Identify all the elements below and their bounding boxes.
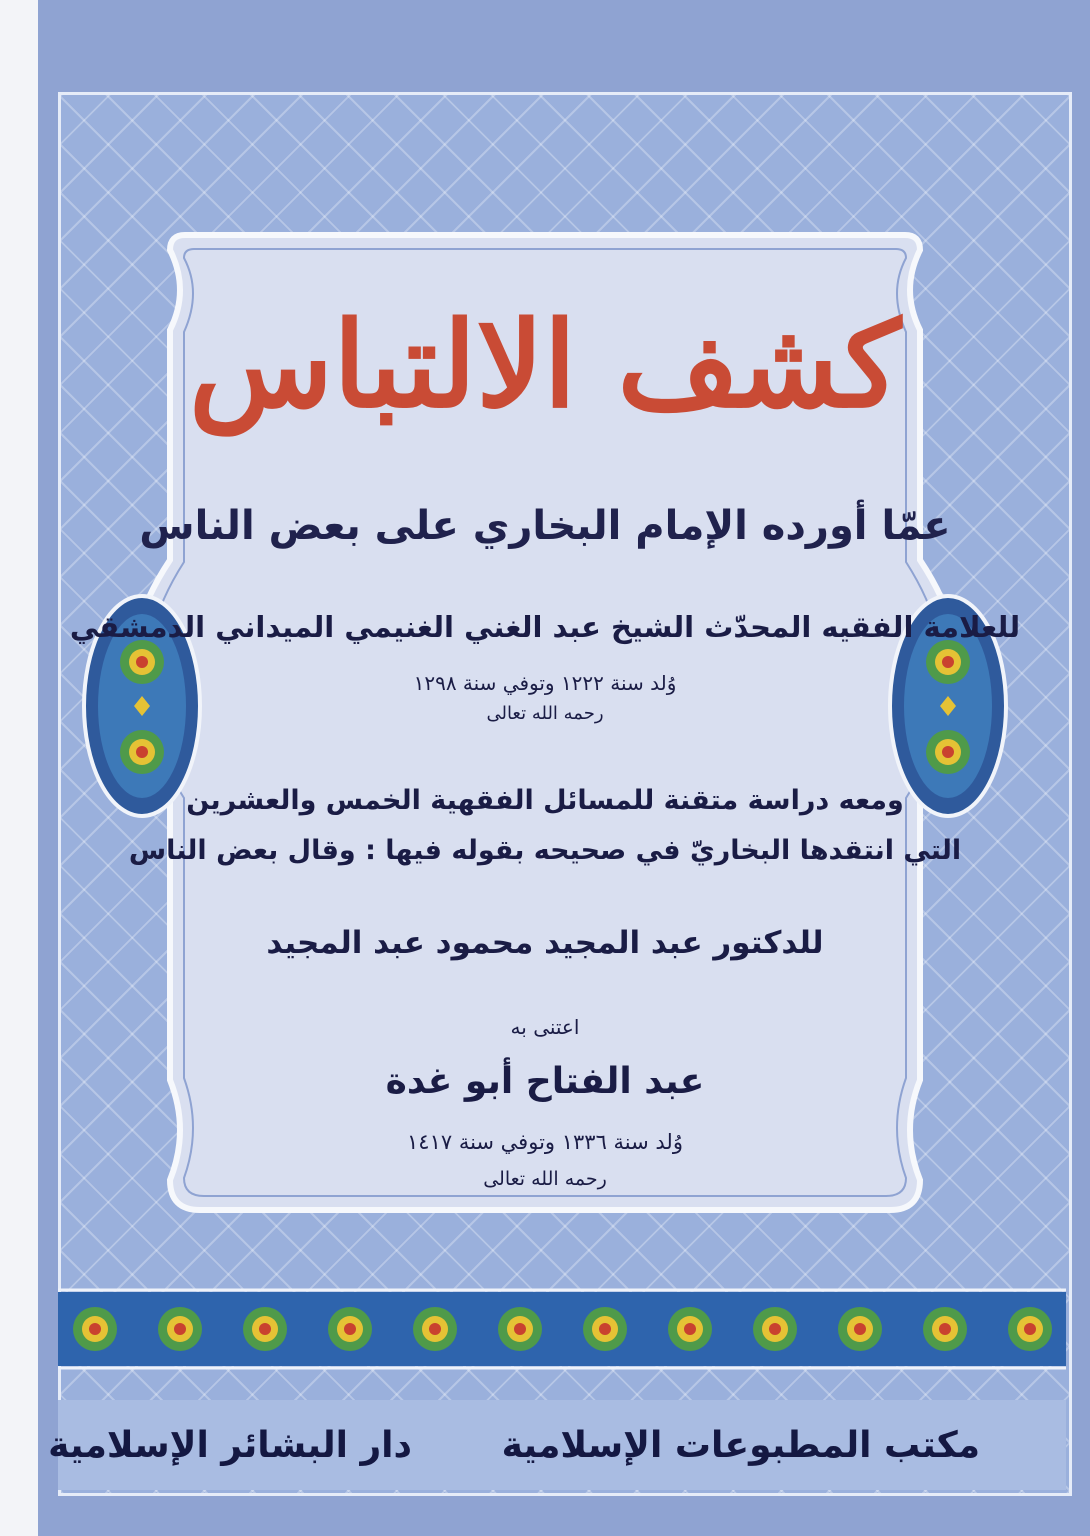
doctor-line: للدكتور عبد المجيد محمود عبد المجيد — [266, 925, 824, 961]
author-mercy: رحمه الله تعالى — [486, 703, 604, 724]
care-label: اعتنى به — [510, 1015, 580, 1039]
editor-dates: وُلد سنة ١٣٣٦ وتوفي سنة ١٤١٧ — [407, 1130, 683, 1154]
publisher-right: مكتب المطبوعات الإسلامية — [501, 1425, 980, 1466]
author-dates: وُلد سنة ١٢٢٢ وتوفي سنة ١٢٩٨ — [413, 671, 677, 695]
editor-name: عبد الفتاح أبو غدة — [385, 1061, 705, 1102]
author-line: للعلامة الفقيه المحدّث الشيخ عبد الغني الغنيمي الميداني الدمشقي — [69, 610, 1021, 644]
book-subtitle: عمّا أورده الإمام البخاري على بعض الناس — [139, 503, 951, 549]
floral-border-band — [58, 1290, 1066, 1368]
editor-mercy: رحمه الله تعالى — [483, 1168, 607, 1190]
study-line-1: ومعه دراسة متقنة للمسائل الفقهية الخمس والعشرين — [186, 785, 904, 816]
study-line-2: التي انتقدها البخاريّ في صحيحه بقوله فيها : وقال بعض الناس — [128, 835, 962, 866]
book-title: كشف الالتباس — [189, 295, 901, 434]
publisher-left: دار البشائر الإسلامية — [48, 1425, 412, 1466]
